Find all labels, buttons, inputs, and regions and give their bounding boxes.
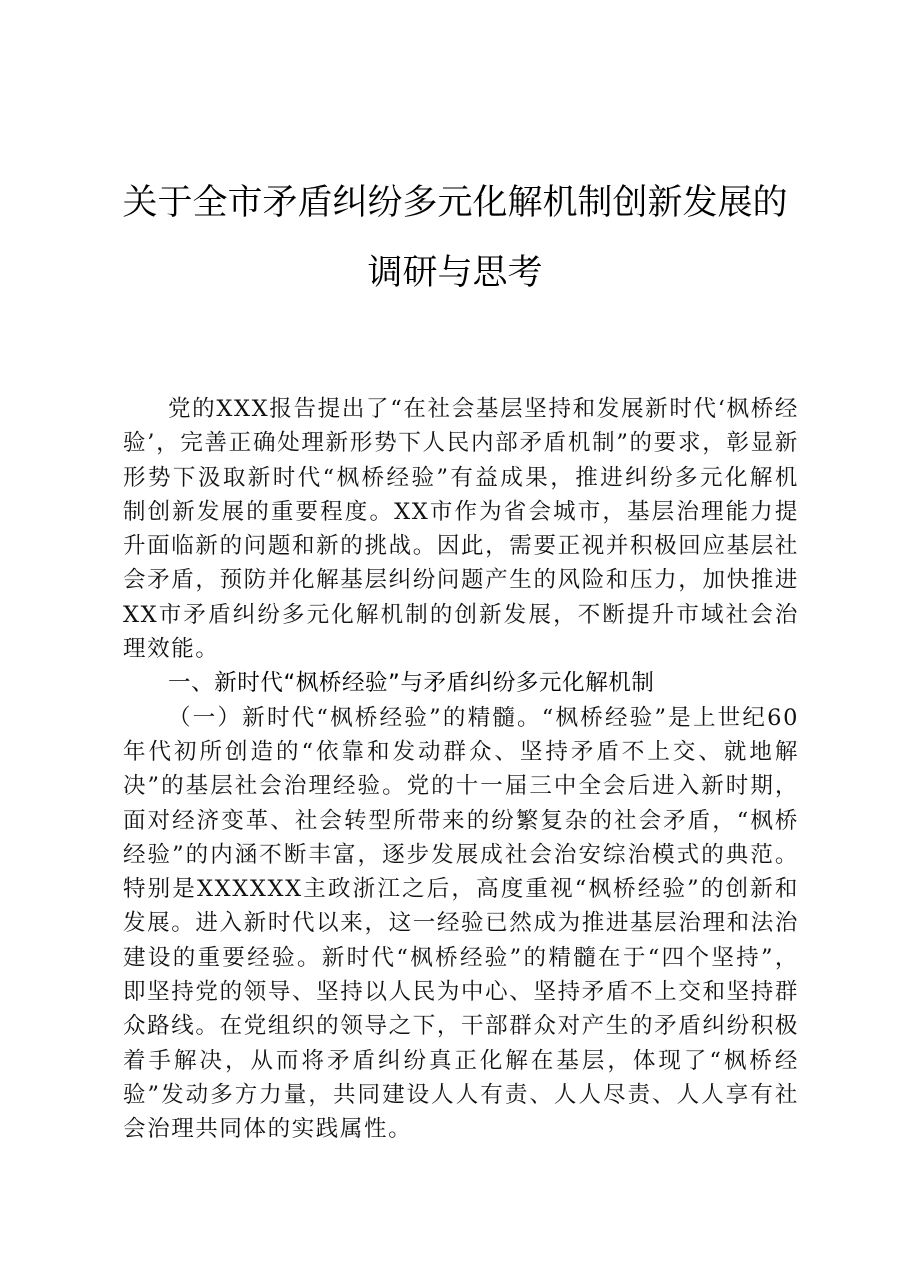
section-paragraph: （一）新时代“枫桥经验”的精髓。“枫桥经验”是上世纪60年代初所创造的“依靠和发动群众、坚持矛盾不上交、就地解决”的基层社会治理经验。党的十一届三中全会后进入新时期，面对经济变革、社会转型所带来的纷繁复杂的社会矛盾，“枫桥经验”的内涵不断丰富，逐步发展成社会治安综治模式的典范。特别是XXXXXX主政浙江之后，高度重视“枫桥经验”的创新和发展。进入新时代以来，这一经验已然成为推进基层治理和法治建设的重要经验。新时代“枫桥经验”的精髓在于“四个坚持”，即坚持党的领导、坚持以人民为中心、坚持矛盾不上交和坚持群众路线。在党组织的领导之下，干部群众对产生的矛盾纠纷积极着手解决，从而将矛盾纠纷真正化解在基层，体现了“枫桥经验”发动多方力量，共同建设人人有责、人人尽责、人人享有社会治理共同体的实践属性。	[123, 704, 799, 1143]
document-body	[123, 392, 799, 1147]
intro-paragraph: 党的XXX报告提出了“在社会基层坚持和发展新时代‘枫桥经验’，完善正确处理新形势下人民内部矛盾机制”的要求，彰显新形势下汲取新时代“枫桥经验”有益成果，推进纠纷多元化解机制创新发展的重要程度。XX市作为省会城市，基层治理能力提升面临新的问题和新的挑战。因此，需要正视并积极回应基层社会矛盾，预防并化解基层纠纷问题产生的风险和压力，加快推进XX市矛盾纠纷多元化解机制的创新发展，不断提升市域社会治理效能。	[123, 396, 799, 663]
section-heading: 一、新时代“枫桥经验”与矛盾纠纷多元化解机制	[168, 670, 655, 697]
document-title: 关于全市矛盾纠纷多元化解机制创新发展的调研与思考	[122, 183, 788, 293]
